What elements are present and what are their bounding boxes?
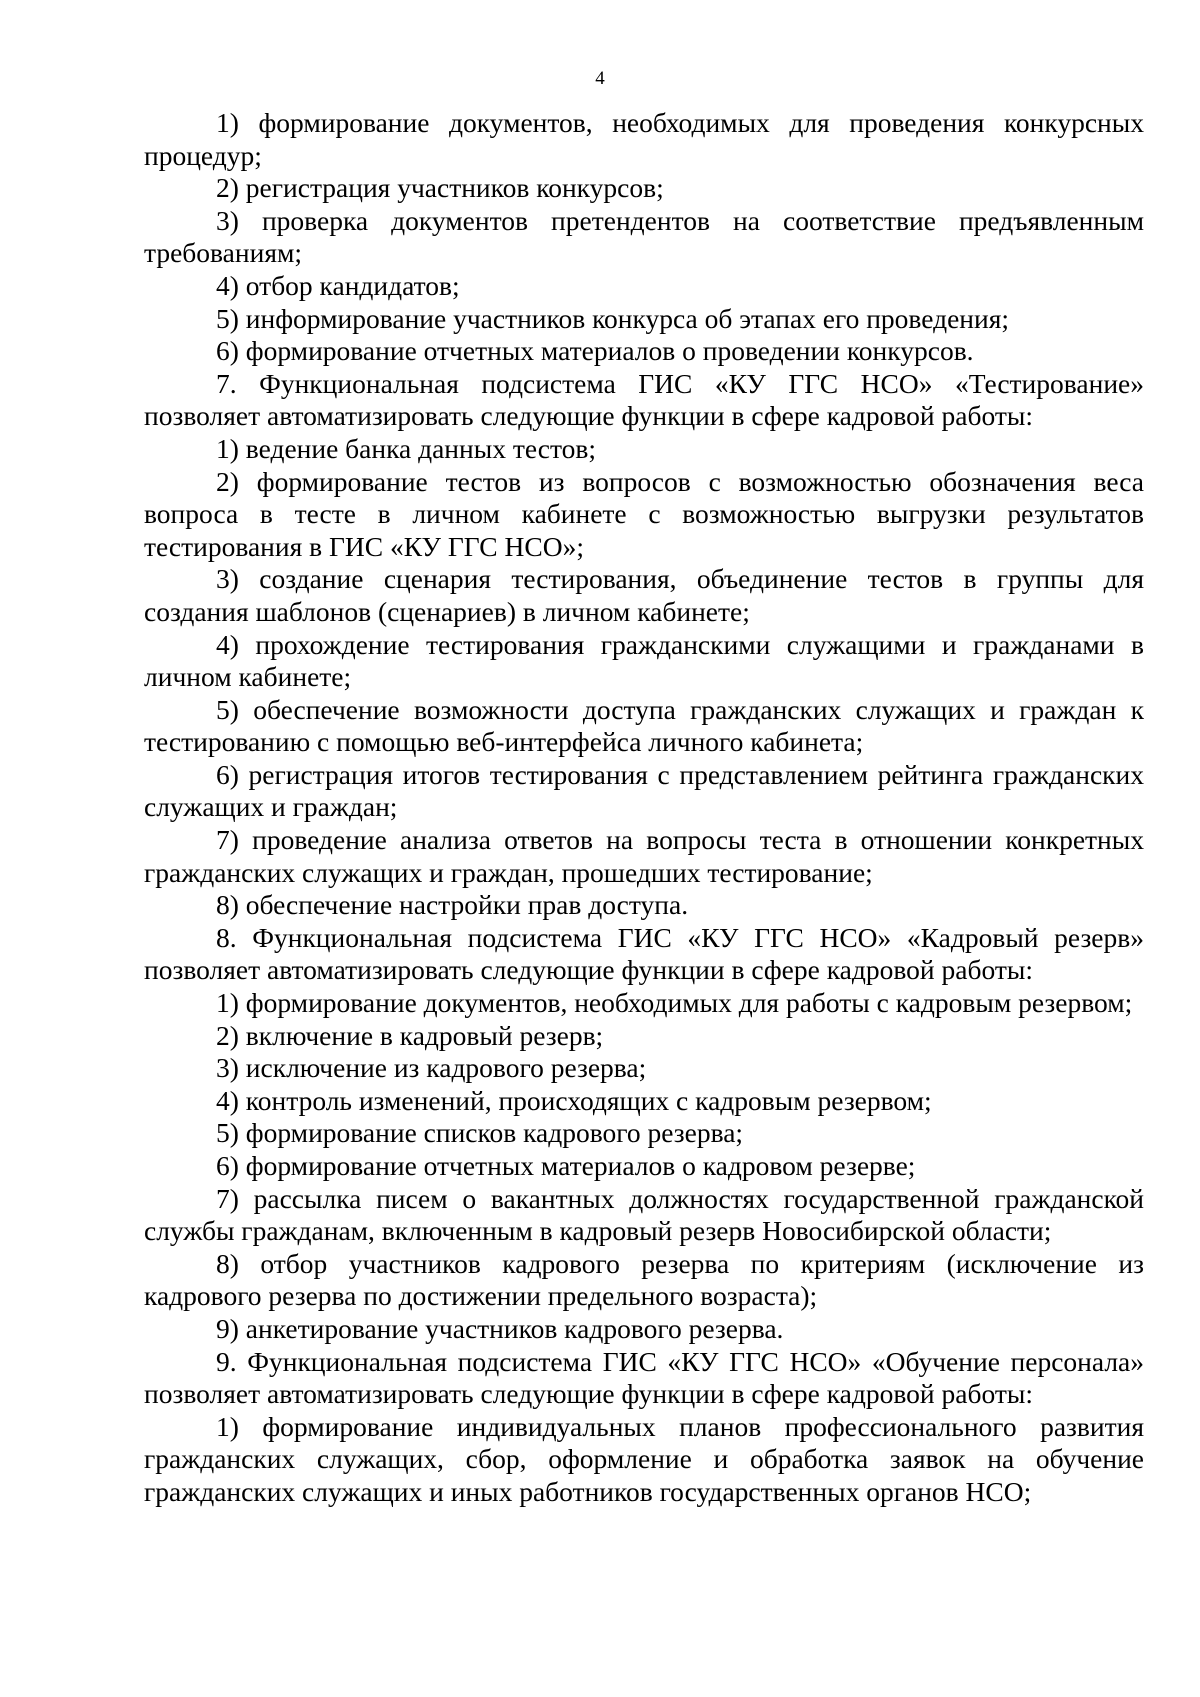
document-body (144, 107, 1144, 1509)
paragraph: 2) включение в кадровый резерв; (216, 1019, 604, 1051)
paragraph: 4) отбор кандидатов; (216, 269, 460, 301)
paragraph: 1) формирование документов, необходимых для работы с кадровым резервом; (216, 987, 1133, 1019)
paragraph: 7) проведение анализа ответов на вопросы теста в отношении конкретных гражданских служащих и граждан, прошедших тестирование; (144, 824, 1144, 888)
paragraph: 4) прохождение тестирования гражданскими служащими и гражданами в личном кабинете; (144, 628, 1144, 693)
paragraph: 8) обеспечение настройки прав доступа. (216, 889, 689, 921)
paragraph: 2) формирование тестов из вопросов с возможностью обозначения веса вопроса в тесте в личном кабинете с возможностью выгрузки результатов тестирования в ГИС «КУ ГГС НСО»; (144, 465, 1144, 562)
paragraph: 3) исключение из кадрового резерва; (216, 1052, 647, 1084)
paragraph: 6) регистрация итогов тестирования с представлением рейтинга гражданских служащих и граждан; (144, 758, 1144, 823)
paragraph: 3) создание сценария тестирования, объединение тестов в группы для создания шаблонов (сценариев) в личном кабинете; (144, 563, 1144, 627)
paragraph: 2) регистрация участников конкурсов; (216, 172, 664, 204)
section-heading-paragraph: 7. Функциональная подсистема ГИС «КУ ГГС НСО» «Тестирование» позволяет автоматизировать следующие функции в сфере кадровой работы: (144, 367, 1144, 432)
page-number: 4 (595, 68, 605, 89)
paragraph: 5) информирование участников конкурса об этапах его проведения; (216, 302, 1010, 334)
paragraph: 1) формирование документов, необходимых для проведения конкурсных процедур; (144, 107, 1144, 171)
paragraph: 7) рассылка писем о вакантных должностях государственной гражданской службы гражданам, включенным в кадровый резерв Новосибирской области; (144, 1182, 1144, 1247)
paragraph: 6) формирование отчетных материалов о проведении конкурсов. (216, 335, 974, 367)
section-heading-paragraph: 9. Функциональная подсистема ГИС «КУ ГГС НСО» «Обучение персонала» позволяет автоматизировать следующие функции в сфере кадровой работы: (144, 1345, 1144, 1410)
paragraph: 1) формирование индивидуальных планов профессионального развития гражданских служащих, сбор, оформление и обработка заявок на обучение гражданских служащих и иных работников государственных органов НСО; (144, 1410, 1144, 1507)
paragraph: 3) проверка документов претендентов на соответствие предъявленным требованиям; (144, 204, 1144, 269)
paragraph: 5) обеспечение возможности доступа гражданских служащих и граждан к тестированию с помощью веб-интерфейса личного кабинета; (144, 693, 1144, 758)
section-heading-paragraph: 8. Функциональная подсистема ГИС «КУ ГГС НСО» «Кадровый резерв» позволяет автоматизировать следующие функции в сфере кадровой работы: (144, 921, 1144, 986)
paragraph: 1) ведение банка данных тестов; (216, 432, 596, 464)
paragraph: 5) формирование списков кадрового резерва; (216, 1117, 744, 1149)
paragraph: 8) отбор участников кадрового резерва по критериям (исключение из кадрового резерва по достижении предельного возраста); (144, 1247, 1144, 1312)
paragraph: 4) контроль изменений, происходящих с кадровым резервом; (216, 1084, 932, 1116)
paragraph: 6) формирование отчетных материалов о кадровом резерве; (216, 1150, 916, 1181)
paragraph: 9) анкетирование участников кадрового резерва. (216, 1312, 784, 1344)
